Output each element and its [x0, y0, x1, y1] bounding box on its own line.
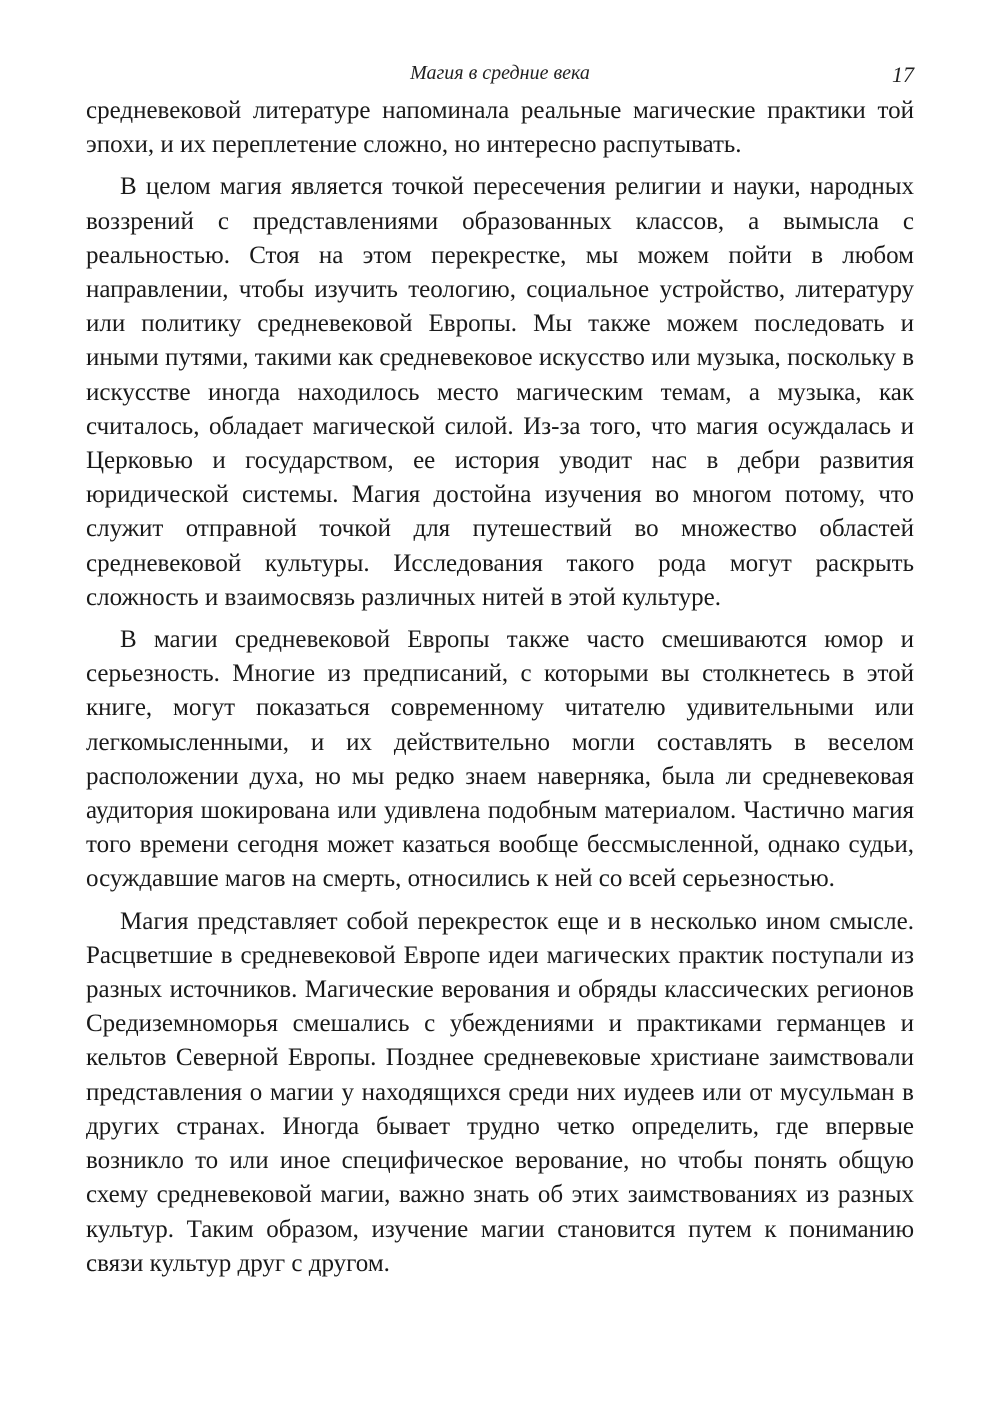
paragraph: В целом магия является точкой пересечения религии и науки, народных воззрений с представлениями образованных классов, а вымысла с реальностью. Стоя на этом перекрестке, мы можем пойти в любом направлении, чтобы изучить теологию, социальное устройство, литературу или политику средневековой Европы. Мы также можем последовать и иными путями, такими как средневековое искусство или музыка, поскольку в искусстве иногда находилось место магическим темам, а музыка, как считалось, обладает магической силой. Из-за того, что магия осуждалась и Церковью и государством, ее история уводит нас в дебри развития юридической системы. Магия достойна изучения во многом потому, что служит отправной точкой для путешествий во множество областей средневековой культуры. Исследования такого рода могут раскрыть сложность и взаимосвязь различных нитей в этой культуре.: [86, 173, 914, 611]
running-title: Магия в средние века: [410, 62, 590, 84]
paragraph: Магия представляет собой перекресток еще и в несколько ином смысле. Расцветшие в средневековой Европе идеи магических практик поступали из разных источников. Магические верования и обряды классических регионов Средиземноморья смешались с убеждениями и практиками германцев и кельтов Северной Европы. Позднее средневековые христиане заимствовали представления о магии у находящихся среди них иудеев или от мусульман в других странах. Иногда бывает трудно четко определить, где впервые возникло то или иное специфическое верование, но чтобы понять общую схему средневековой магии, важно знать об этих заимствованиях из разных культур. Таким образом, изучение магии становится путем к пониманию связи культур друг с другом.: [86, 907, 914, 1277]
paragraph-continued: средневековой литературе напоминала реальные магические практики той эпохи, и их переплетение сложно, но интересно распутывать.: [86, 97, 914, 159]
body-text: [86, 94, 914, 1289]
running-header: [86, 62, 914, 92]
page-number: 17: [892, 62, 914, 87]
paragraph: В магии средневековой Европы также часто смешиваются юмор и серьезность. Многие из предписаний, с которыми вы столкнетесь в этой книге, могут показаться современному читателю удивительными или легкомысленными, и их действительно могли составлять в веселом расположении духа, но мы редко знаем наверняка, была ли средневековая аудитория шокирована или удивлена подобным материалом. Частично магия того времени сегодня может казаться вообще бессмысленной, однако судьи, осуждавшие магов на смерть, относились к ней со всей серьезностью.: [86, 626, 914, 893]
